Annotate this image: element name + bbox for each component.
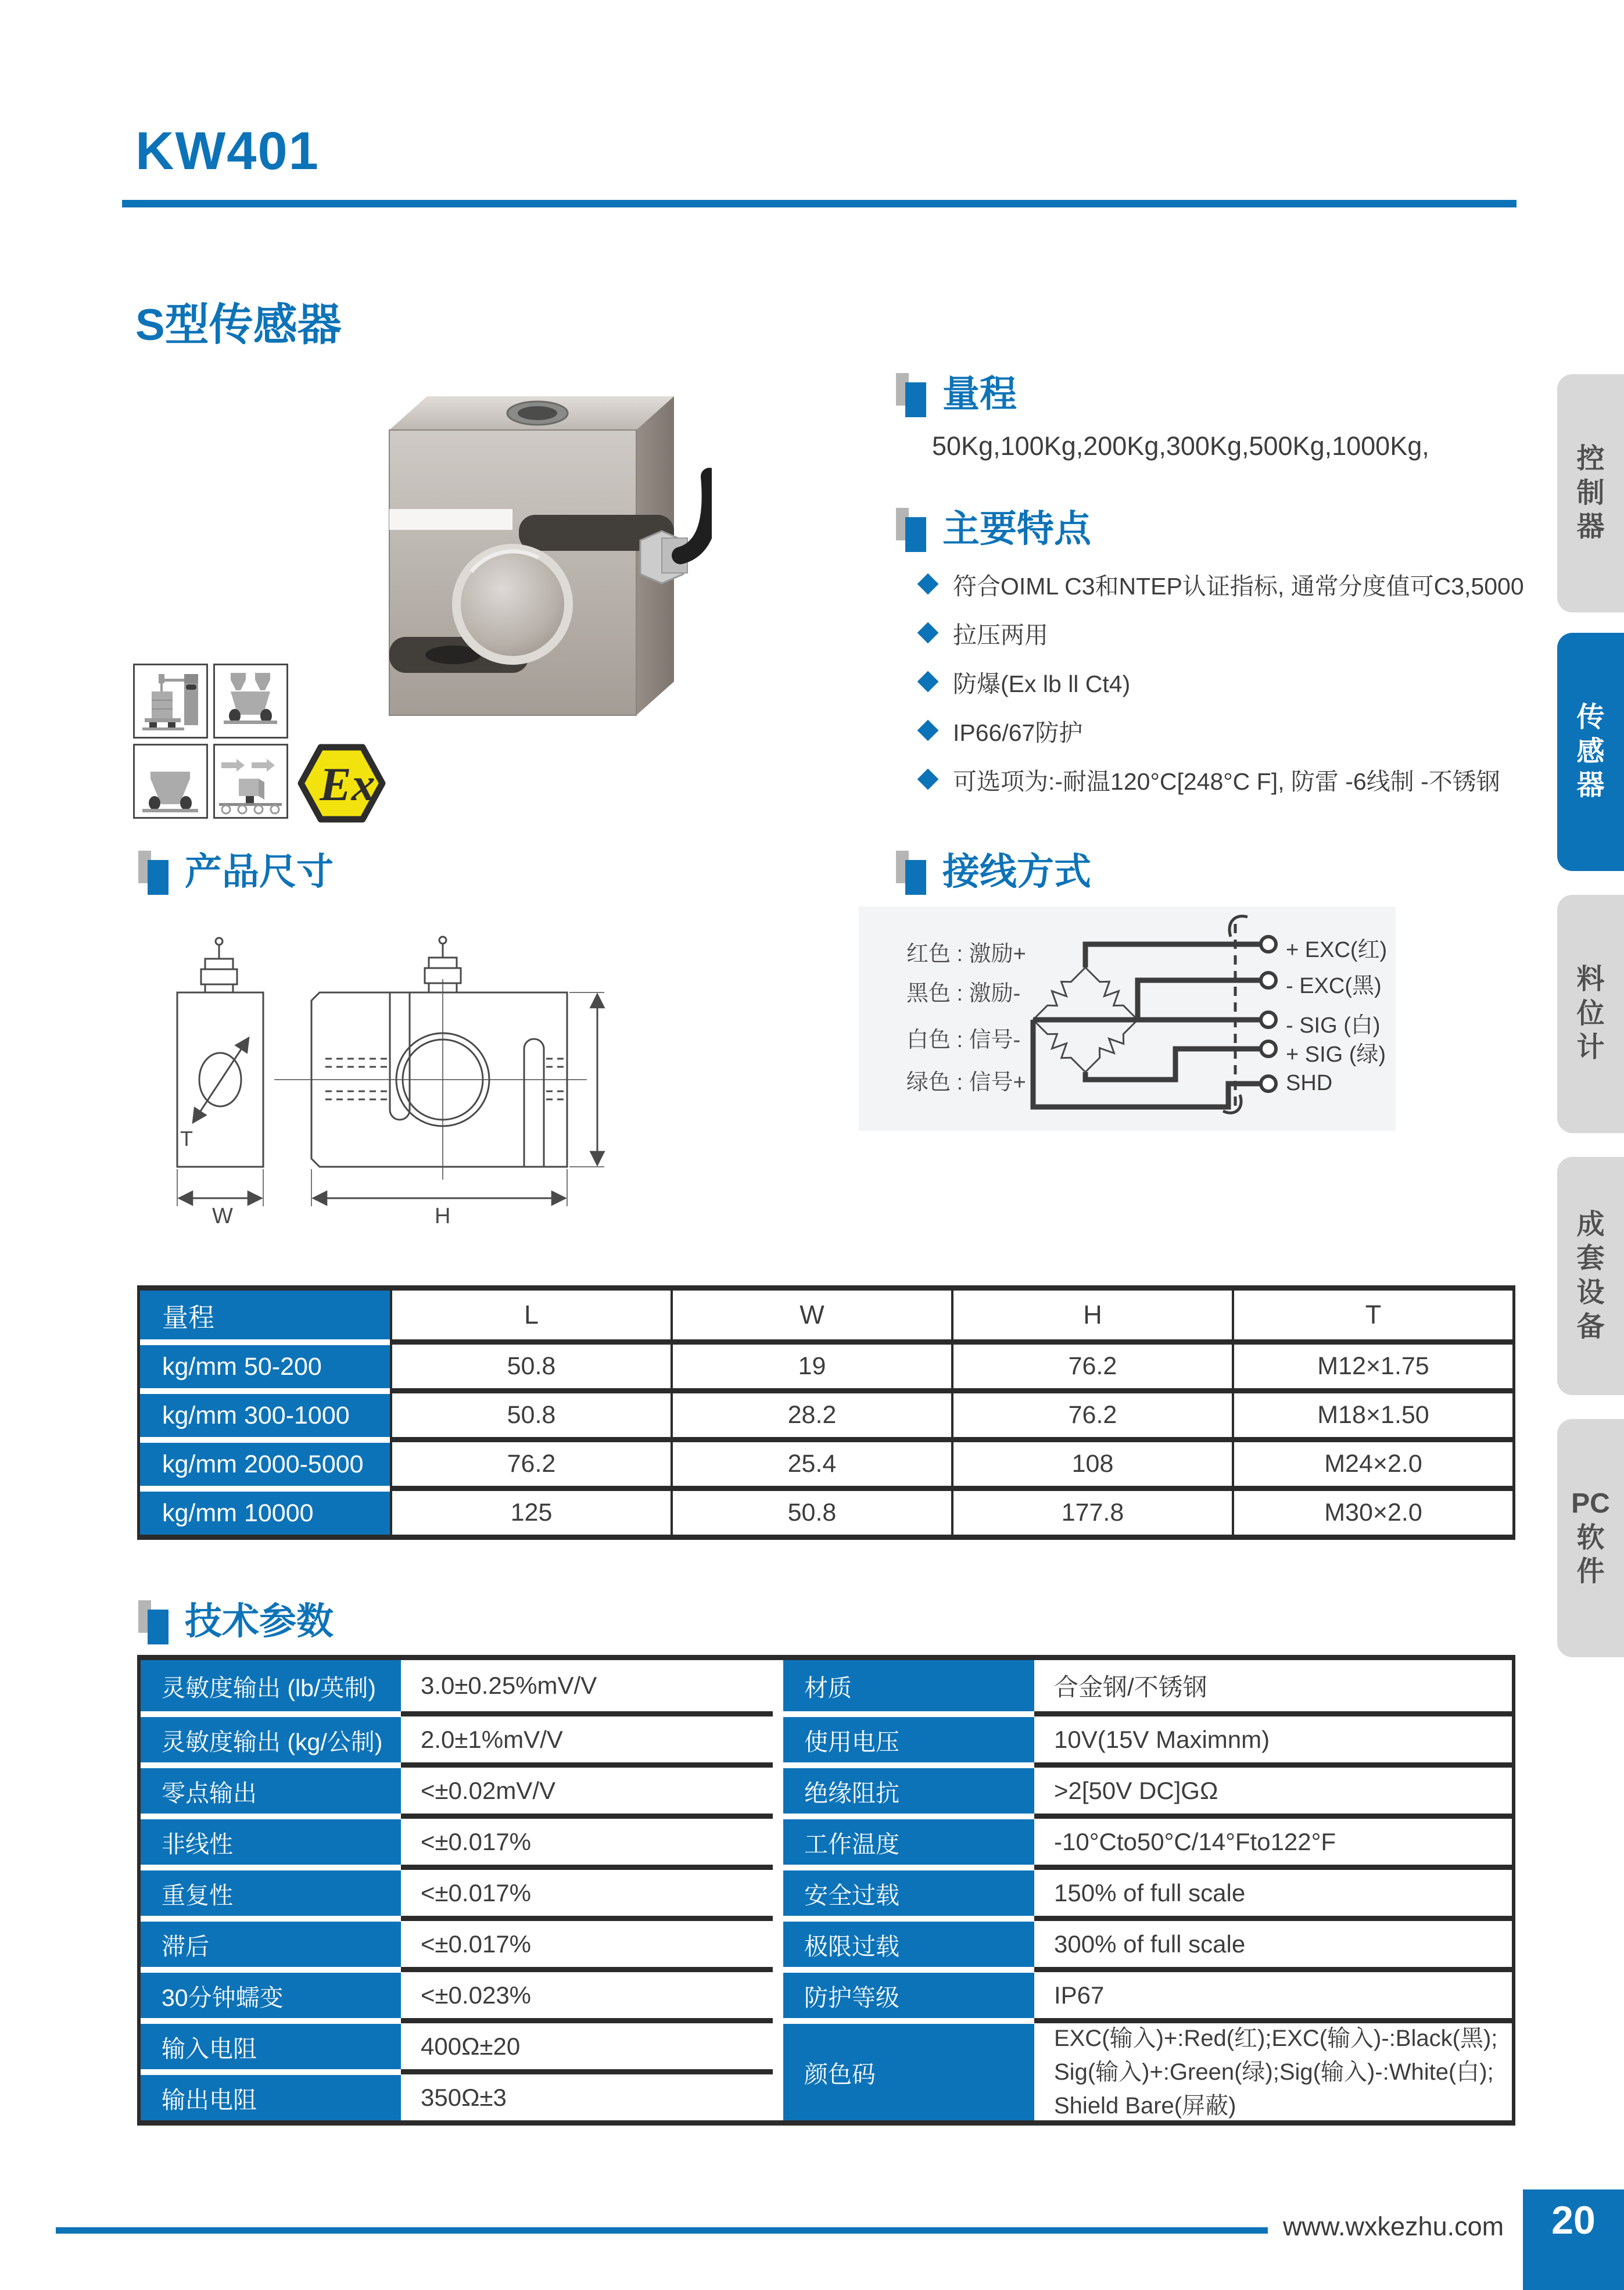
spec-label: 安全过载: [783, 1865, 1034, 1916]
spec-label: 工作温度: [783, 1814, 1034, 1865]
spec-label: 防护等级: [783, 1967, 1034, 2018]
page-number: 20: [1551, 2198, 1596, 2242]
range-value: 50Kg,100Kg,200Kg,300Kg,500Kg,1000Kg,: [932, 431, 1429, 461]
feature-text: IP66/67防护: [953, 719, 1083, 746]
spec-label: 灵敏度输出 (kg/公制): [141, 1711, 401, 1762]
diamond-bullet-icon: [917, 720, 939, 741]
dim-label-w: W: [212, 1204, 233, 1226]
tab-char: 套: [1576, 1243, 1605, 1274]
spec-value: 300% of full scale: [1034, 1916, 1512, 1967]
table-cell: kg/mm 10000: [140, 1486, 390, 1535]
table-cell: M24×2.0: [1232, 1437, 1512, 1486]
spec-value: 10V(15V Maximnm): [1034, 1711, 1512, 1762]
tab-char: 料: [1576, 964, 1605, 995]
tab-char: 感: [1576, 736, 1605, 767]
feature-item: [917, 657, 1524, 706]
svg-text:Ex: Ex: [320, 758, 375, 811]
page-title: KW401: [135, 121, 320, 181]
spec-value: >2[50V DC]GΩ: [1034, 1762, 1512, 1814]
tab-char: 备: [1576, 1311, 1605, 1342]
terminal-label: + EXC(红): [1286, 938, 1388, 962]
section-bullet-icon: [138, 1597, 172, 1647]
table-header-cell: W: [671, 1291, 951, 1339]
sidebar-tab-sensors[interactable]: [1557, 633, 1624, 871]
spec-table-divider: [773, 1660, 783, 2120]
dim-label-h: H: [435, 1204, 451, 1226]
spec-label: 输入电阻: [141, 2018, 401, 2069]
sidebar-tab-level-gauges[interactable]: [1557, 895, 1624, 1133]
terminal-label: + SIG (绿): [1286, 1042, 1386, 1067]
table-cell: 19: [671, 1339, 951, 1388]
section-title: 量程: [942, 373, 1017, 415]
table-cell: M12×1.75: [1232, 1339, 1512, 1388]
spec-label: 颜色码: [783, 2018, 1034, 2120]
spec-value: 2.0±1%mV/V: [401, 1711, 773, 1762]
terminal-label: - SIG (白): [1286, 1013, 1381, 1038]
dimension-table: [137, 1285, 1515, 1540]
tab-char: 控: [1576, 443, 1605, 475]
tab-char: 传: [1576, 702, 1605, 733]
tank-scale-icon: [133, 664, 208, 739]
terminal-label: - EXC(黑): [1286, 974, 1382, 998]
table-cell: M30×2.0: [1232, 1486, 1512, 1535]
tab-char: 件: [1576, 1556, 1605, 1587]
spec-table-left: [141, 1660, 773, 2120]
table-cell: 50.8: [671, 1486, 951, 1535]
section-dimensions: [138, 847, 334, 897]
tab-char: PC: [1571, 1488, 1610, 1520]
spec-label: 30分钟蠕变: [141, 1967, 401, 2018]
spec-value: <±0.02mV/V: [401, 1762, 773, 1814]
spec-label: 重复性: [141, 1865, 401, 1916]
feature-item: [917, 706, 1524, 755]
spec-value: <±0.017%: [401, 1814, 773, 1865]
spec-table: [137, 1655, 1515, 2126]
product-type-heading: S型传感器: [135, 300, 342, 350]
table-cell: M18×1.50: [1232, 1388, 1512, 1437]
section-specs: [138, 1597, 334, 1647]
table-cell: 76.2: [951, 1339, 1232, 1388]
spec-label: 零点输出: [141, 1762, 401, 1814]
spec-label: 绝缘阻抗: [783, 1762, 1034, 1814]
table-header-cell: H: [951, 1291, 1232, 1339]
spec-value: 合金钢/不锈钢: [1054, 1673, 1207, 1701]
spec-label: 非线性: [141, 1814, 401, 1865]
tab-char: 器: [1576, 511, 1605, 543]
terminal-label: SHD: [1286, 1071, 1333, 1095]
feature-list: [917, 560, 1524, 804]
sidebar-tab-pc-software[interactable]: [1557, 1419, 1624, 1657]
table-header-cell: 量程: [140, 1291, 390, 1339]
tab-char: 计: [1576, 1032, 1605, 1063]
application-icons: [133, 664, 288, 819]
feature-item: [917, 755, 1524, 804]
feature-text: 拉压两用: [953, 621, 1048, 648]
wire-color-label: 绿色 : 信号+: [906, 1070, 1026, 1095]
wiring-diagram-panel: [859, 906, 1396, 1131]
table-cell: 76.2: [390, 1437, 671, 1486]
spec-value: EXC(输入)+:Red(红);EXC(输入)-:Black(黑); Sig(输入)+:Green(绿);Sig(输入)-:White(白); Shield Bare(屏蔽): [1034, 2018, 1512, 2120]
dual-hopper-scale-icon: [213, 664, 288, 739]
dim-label-t: T: [180, 1127, 193, 1151]
spec-value: IP67: [1034, 1967, 1512, 2018]
spec-label: 灵敏度输出 (lb/英制): [141, 1660, 401, 1711]
diamond-bullet-icon: [917, 574, 939, 595]
spec-value: 400Ω±20: [401, 2018, 773, 2069]
section-title: 技术参数: [185, 1600, 334, 1642]
feature-item: [917, 560, 1524, 608]
spec-value: <±0.017%: [401, 1916, 773, 1967]
table-cell: 50.8: [390, 1388, 671, 1437]
footer-divider: [56, 2227, 1268, 2234]
spec-value: <±0.017%: [401, 1865, 773, 1916]
spec-value: 3.0±0.25%mV/V: [421, 1672, 597, 1699]
spec-label: 材质: [783, 1660, 1034, 1711]
spec-value: 350Ω±3: [401, 2069, 773, 2120]
table-cell: 25.4: [671, 1437, 951, 1486]
diamond-bullet-icon: [917, 769, 939, 790]
table-cell: 125: [390, 1486, 671, 1535]
product-photo: [334, 377, 712, 763]
spec-value: <±0.023%: [401, 1967, 773, 2018]
tab-char: 位: [1576, 998, 1605, 1029]
table-cell: kg/mm 50-200: [140, 1339, 390, 1388]
section-bullet-icon: [896, 370, 930, 420]
section-range: [896, 370, 1017, 420]
page-number-badge: [1523, 2189, 1624, 2290]
website-link[interactable]: www.wxkezhu.com: [1283, 2212, 1504, 2241]
section-title: 产品尺寸: [185, 851, 334, 893]
wire-color-label: 白色 : 信号-: [906, 1028, 1021, 1052]
spec-label: 极限过载: [783, 1916, 1034, 1967]
wire-color-label: 红色 : 激励+: [906, 942, 1026, 966]
ex-atex-icon: [297, 743, 386, 827]
tab-char: 制: [1576, 477, 1605, 508]
feature-text: 可选项为:-耐温120°C[248°C F], 防雷 -6线制 -不锈钢: [953, 768, 1500, 795]
spec-label: 使用电压: [783, 1711, 1034, 1762]
title-divider: [122, 200, 1517, 207]
table-cell: 28.2: [671, 1388, 951, 1437]
hopper-scale-icon: [133, 744, 208, 819]
sidebar-tab-controllers[interactable]: [1557, 374, 1624, 612]
section-features: [896, 504, 1091, 554]
diamond-bullet-icon: [917, 622, 939, 644]
section-bullet-icon: [896, 504, 930, 554]
tab-char: 器: [1576, 770, 1605, 801]
feature-item: [917, 608, 1524, 657]
tab-char: 设: [1576, 1277, 1605, 1308]
spec-table-right: [783, 1660, 1512, 2120]
diamond-bullet-icon: [917, 671, 939, 693]
table-cell: 108: [951, 1437, 1232, 1486]
spec-label: 滞后: [141, 1916, 401, 1967]
table-cell: 76.2: [951, 1388, 1232, 1437]
section-title: 接线方式: [942, 851, 1091, 893]
table-cell: kg/mm 2000-5000: [140, 1437, 390, 1486]
spec-label: 输出电阻: [141, 2069, 401, 2120]
table-header-cell: L: [390, 1291, 671, 1339]
spec-value: 150% of full scale: [1034, 1865, 1512, 1916]
table-cell: 50.8: [390, 1339, 671, 1388]
s-type-load-cell-illustration: [334, 377, 712, 760]
section-bullet-icon: [896, 847, 930, 897]
section-bullet-icon: [138, 847, 172, 897]
feature-text: 符合OIML C3和NTEP认证指标, 通常分度值可C3,5000: [953, 572, 1524, 600]
table-header-cell: T: [1232, 1291, 1512, 1339]
sidebar-tab-complete-equipment[interactable]: [1557, 1157, 1624, 1395]
wire-color-label: 黑色 : 激励-: [906, 981, 1021, 1006]
spec-value: -10°Cto50°C/14°Fto122°F: [1034, 1814, 1512, 1865]
feature-text: 防爆(Ex lb ll Ct4): [953, 670, 1131, 697]
conveyor-scale-icon: [213, 744, 288, 819]
table-cell: kg/mm 300-1000: [140, 1388, 390, 1437]
section-title: 主要特点: [942, 508, 1091, 550]
table-cell: 177.8: [951, 1486, 1232, 1535]
dimension-drawing: [145, 924, 715, 1229]
tab-char: 成: [1576, 1209, 1605, 1240]
section-wiring: [896, 847, 1091, 897]
tab-char: 软: [1576, 1522, 1605, 1553]
